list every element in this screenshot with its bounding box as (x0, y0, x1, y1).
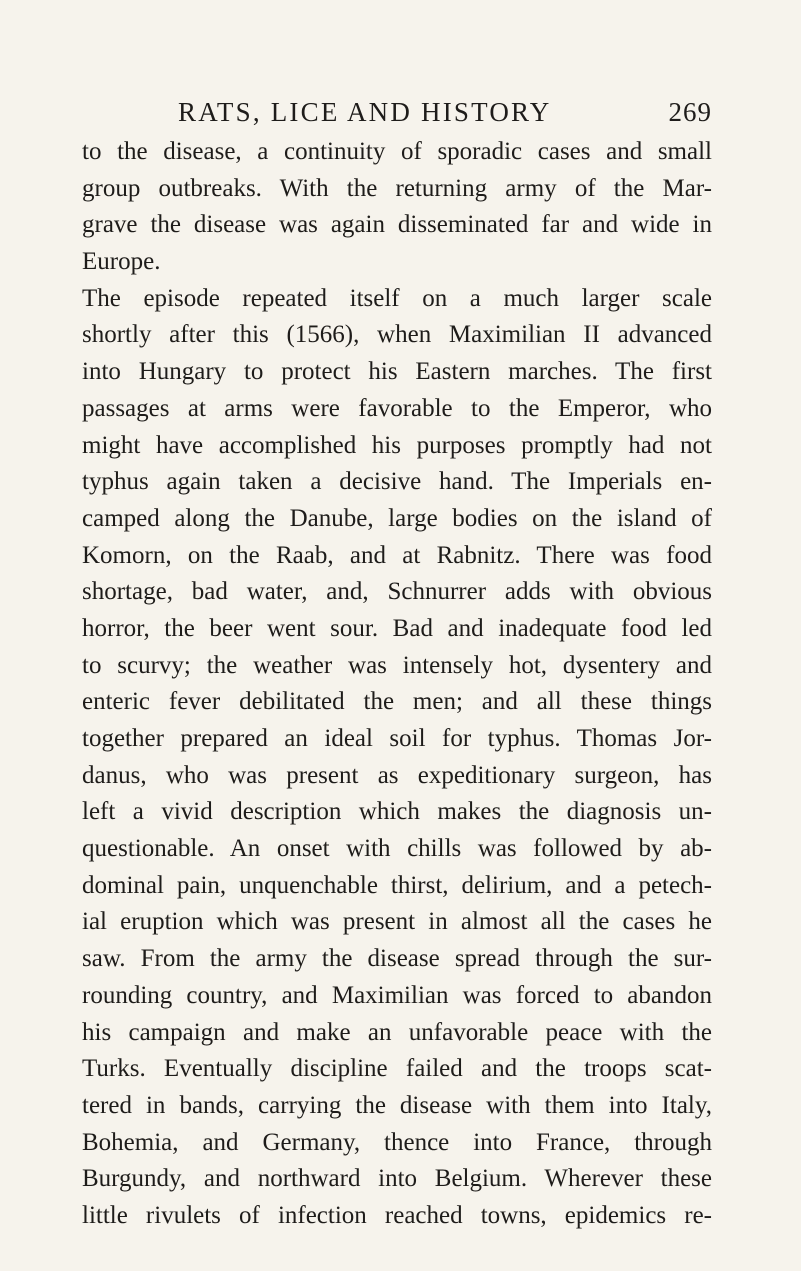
text-line: ial eruption which was present in almost all the cases he (82, 908, 712, 936)
text-line: saw. From the army the disease spread through the sur- (82, 945, 712, 973)
text-line: to the disease, a continuity of sporadic cases and small (82, 138, 712, 165)
text-line: Burgundy, and northward into Belgium. Wherever these (82, 1165, 712, 1193)
text-line: Bohemia, and Germany, thence into France, through (82, 1128, 712, 1156)
running-title: RATS, LICE AND HISTORY (178, 97, 552, 127)
text-line: questionable. An onset with chills was followed by ab- (82, 835, 712, 863)
text-line: into Hungary to protect his Eastern marches. The first (82, 358, 712, 386)
text-line: his campaign and make an unfavorable peace with the (82, 1018, 712, 1046)
text-line: camped along the Danube, large bodies on the island of (82, 504, 712, 532)
text-line: group outbreaks. With the returning army of the Mar- (82, 174, 712, 202)
text-line: rounding country, and Maximilian was forced to abandon (82, 981, 712, 1009)
text-line: grave the disease was again disseminated far and wide in (82, 211, 712, 239)
text-line: tered in bands, carrying the disease with them into Italy, (82, 1091, 712, 1119)
text-line: together prepared an ideal soil for typhus. Thomas Jor- (82, 725, 712, 752)
text-line: shortage, bad water, and, Schnurrer adds with obvious (82, 578, 712, 606)
text-line: passages at arms were favorable to the Emperor, who (82, 394, 712, 422)
text-line: left a vivid description which makes the diagnosis un- (82, 798, 712, 826)
text-line: horror, the beer went sour. Bad and inadequate food led (82, 614, 712, 642)
text-line: dominal pain, unquenchable thirst, delirium, and a petech- (82, 871, 712, 899)
text-line: to scurvy; the weather was intensely hot, dysentery and (82, 651, 712, 679)
body-text (82, 134, 712, 1235)
text-line: Komorn, on the Raab, and at Rabnitz. There was food (82, 541, 712, 569)
text-line: might have accomplished his purposes promptly had not (82, 431, 712, 459)
page-number: 269 (668, 97, 712, 127)
text-line: enteric fever debilitated the men; and all these things (82, 688, 712, 716)
text-line: danus, who was present as expeditionary surgeon, has (82, 761, 712, 789)
text-line: typhus again taken a decisive hand. The Imperials en- (82, 468, 712, 496)
text-line: The episode repeated itself on a much larger scale (82, 284, 712, 312)
text-line: little rivulets of infection reached towns, epidemics re- (82, 1201, 712, 1229)
text-line: Europe. (82, 248, 161, 276)
text-line: Turks. Eventually discipline failed and the troops scat- (82, 1055, 712, 1083)
running-head (82, 97, 712, 137)
text-line: shortly after this (1566), when Maximilian II advanced (82, 321, 712, 349)
